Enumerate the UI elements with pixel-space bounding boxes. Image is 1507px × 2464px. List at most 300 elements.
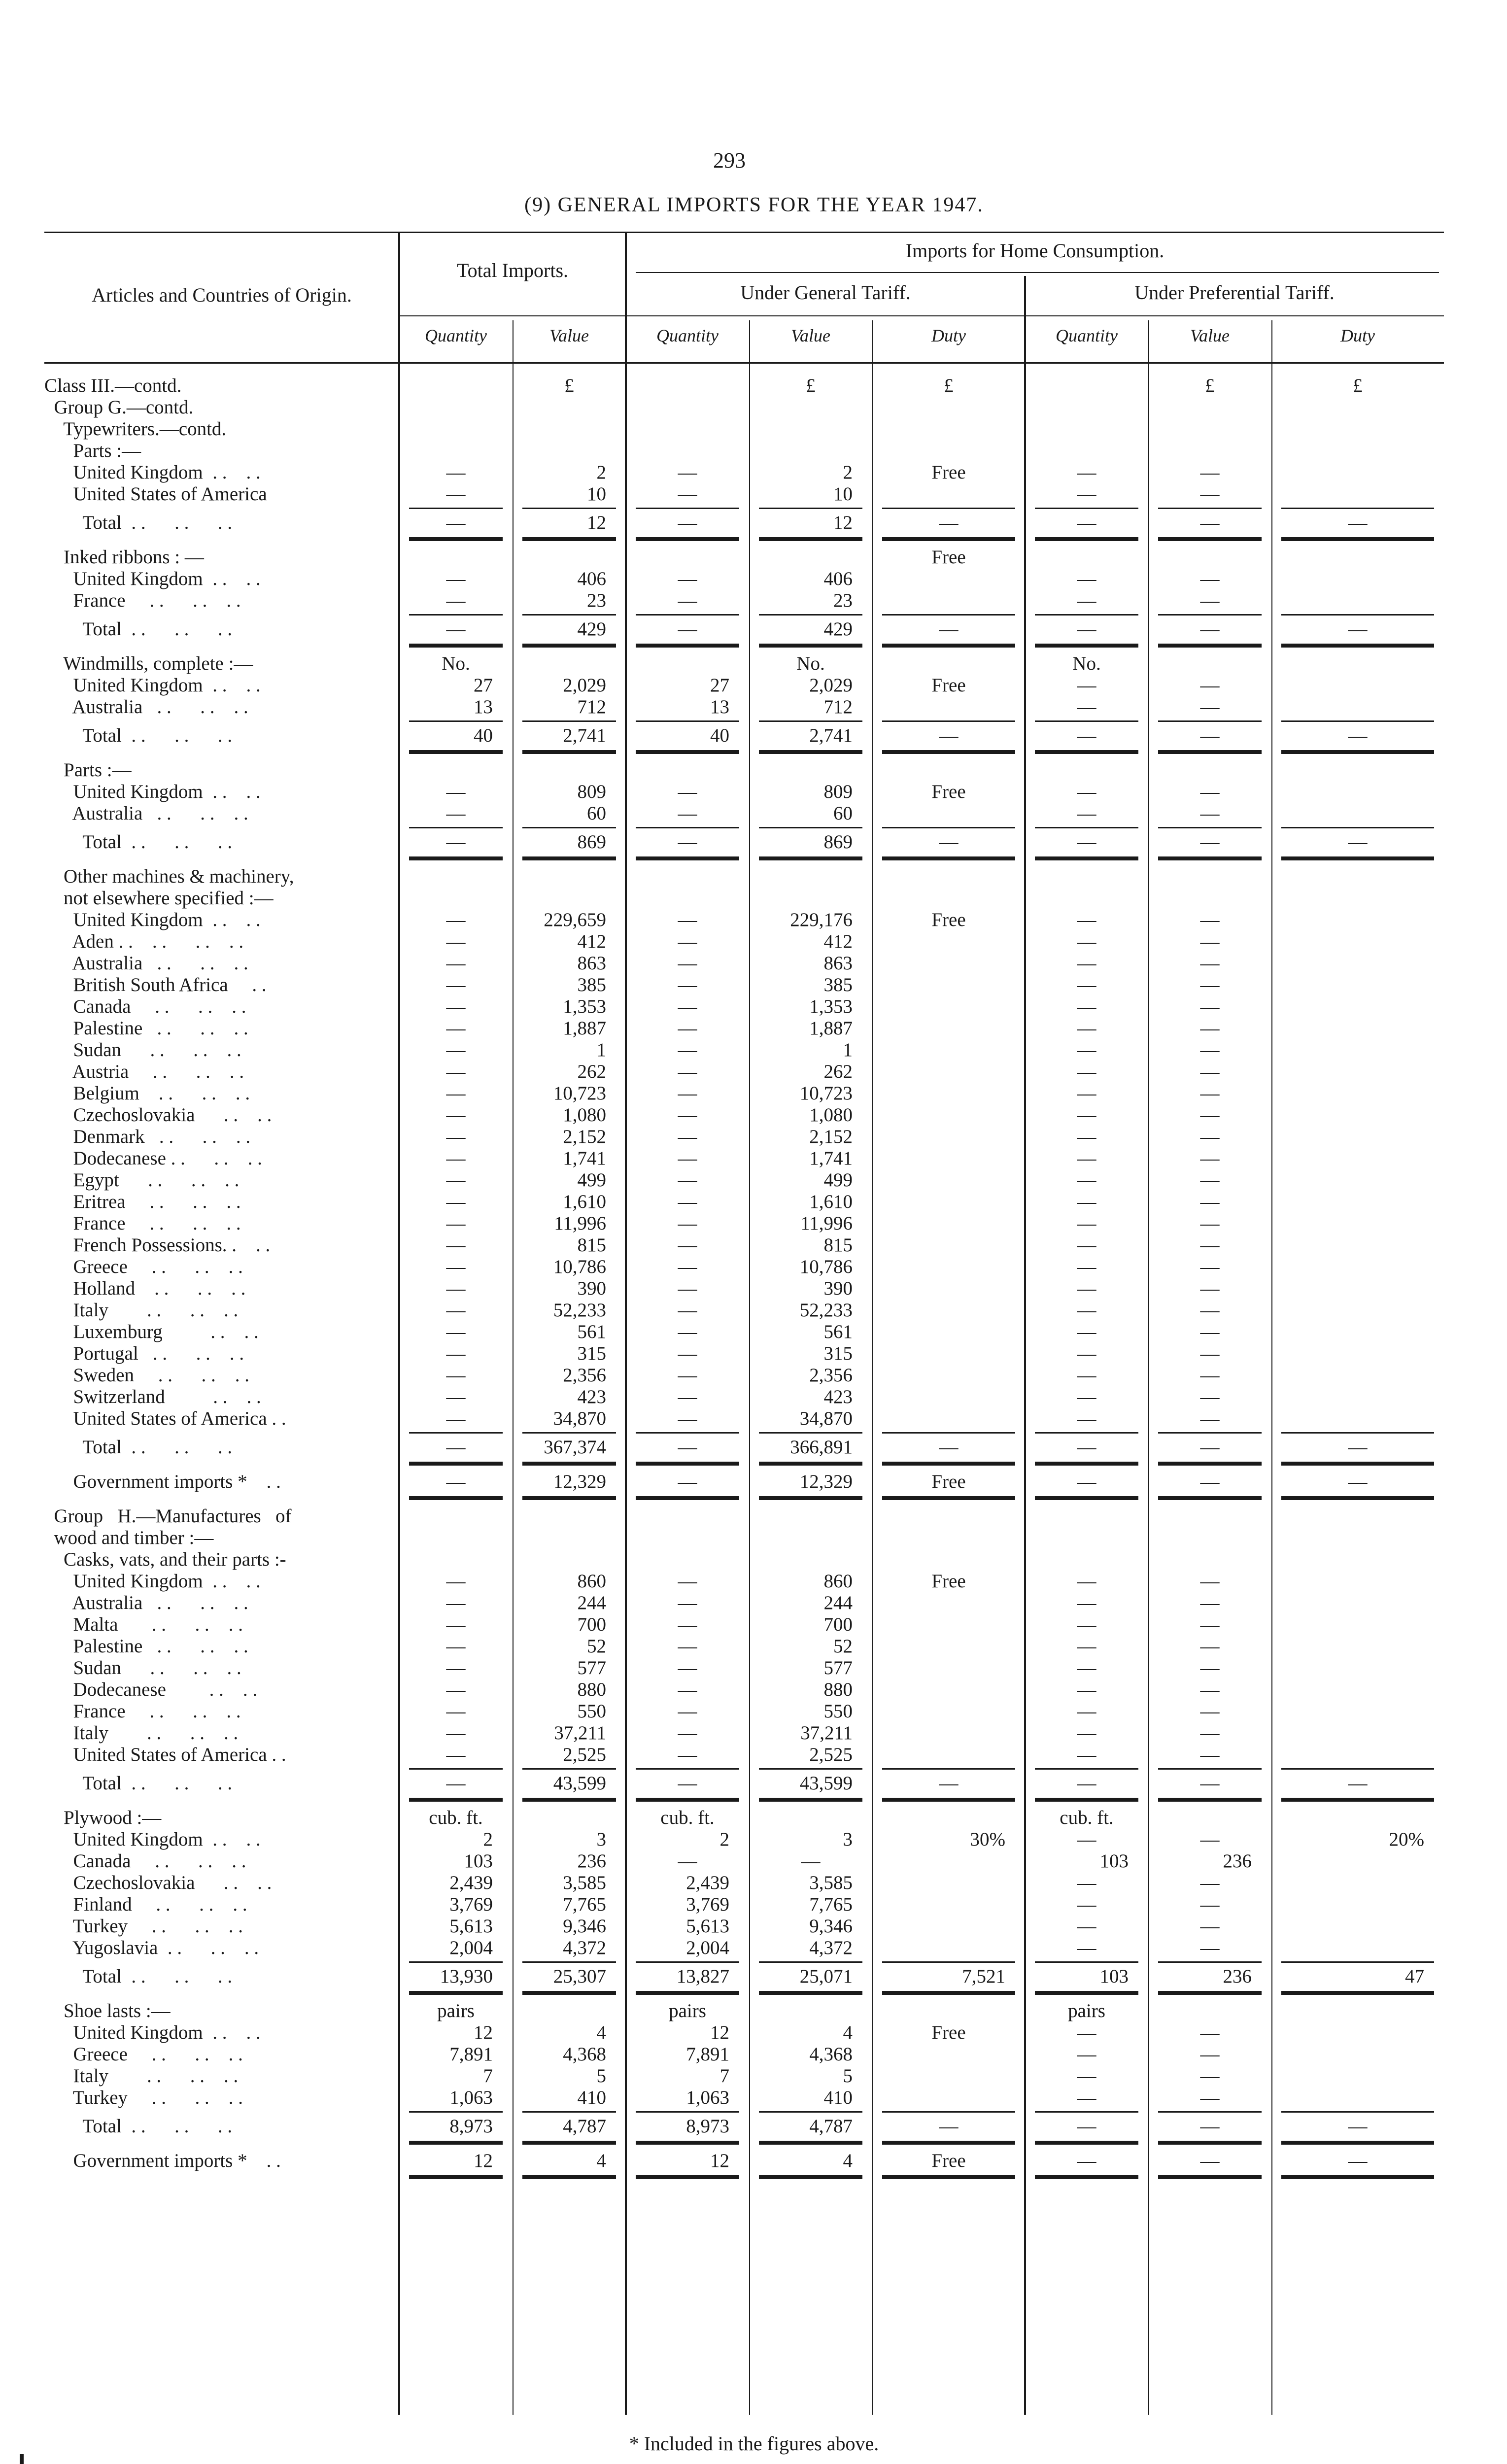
cell-col-4: 262 xyxy=(823,1061,853,1082)
subtotal-rule xyxy=(882,1961,1015,1963)
cell-col-2: 499 xyxy=(577,1169,606,1191)
cell-col-3: pairs xyxy=(669,2000,706,2021)
row-label: Aden . . . . . . . . xyxy=(44,931,244,952)
subtotal-rule xyxy=(1158,1961,1262,1963)
subtotal-rule xyxy=(636,508,739,509)
table-row xyxy=(44,2021,1444,2044)
table-row xyxy=(44,1299,1444,1322)
cell-col-1: 2 xyxy=(483,1829,493,1850)
cell-col-7: — xyxy=(1200,1592,1220,1613)
cell-col-1: — xyxy=(446,803,466,824)
row-label: Sudan . . . . . . xyxy=(44,1657,241,1678)
cell-col-7: — xyxy=(1200,1213,1220,1234)
cell-col-2: 3,585 xyxy=(563,1872,606,1893)
cell-col-1: — xyxy=(446,1321,466,1342)
cell-col-7: — xyxy=(1200,1061,1220,1082)
cell-col-2: £ xyxy=(564,375,574,396)
cell-col-1: — xyxy=(446,590,466,611)
cell-col-3: — xyxy=(678,1039,697,1061)
cell-col-6: — xyxy=(1077,831,1096,853)
cell-col-3: 3,769 xyxy=(686,1894,729,1915)
cell-col-7: — xyxy=(1200,1104,1220,1126)
cell-col-5: 30% xyxy=(970,1829,1005,1850)
total-double-rule xyxy=(1281,1991,1434,1995)
cell-col-3: — xyxy=(678,1722,697,1744)
cell-col-2: 550 xyxy=(577,1701,606,1722)
cell-col-6: — xyxy=(1077,618,1096,640)
cell-col-6: — xyxy=(1077,1061,1096,1082)
cell-col-7: — xyxy=(1200,1365,1220,1386)
cell-col-6: — xyxy=(1077,512,1096,533)
cell-col-3: — xyxy=(678,1437,697,1458)
cell-col-7: — xyxy=(1200,909,1220,930)
cell-col-1: — xyxy=(446,1701,466,1722)
cell-col-2: 4 xyxy=(596,2150,606,2171)
cell-col-6: — xyxy=(1077,1894,1096,1915)
cell-col-4: 9,346 xyxy=(809,1916,853,1937)
cell-col-6: — xyxy=(1077,2022,1096,2043)
cell-col-6: — xyxy=(1077,1916,1096,1937)
cell-col-1: — xyxy=(446,1104,466,1126)
cell-col-1: — xyxy=(446,909,466,930)
cell-col-2: 25,307 xyxy=(553,1966,606,1987)
cell-col-7: — xyxy=(1200,1126,1220,1147)
cell-col-7: — xyxy=(1200,2022,1220,2043)
cell-col-4: No. xyxy=(796,653,825,674)
cell-col-5: Free xyxy=(931,1471,966,1492)
total-double-rule xyxy=(409,2141,503,2145)
table-row xyxy=(44,546,1444,569)
cell-col-2: 863 xyxy=(577,953,606,974)
cell-col-1: — xyxy=(446,1773,466,1794)
row-label: France . . . . . . xyxy=(44,1701,241,1722)
cell-col-6: — xyxy=(1077,931,1096,952)
table-row xyxy=(44,696,1444,719)
total-double-rule xyxy=(1035,1798,1138,1802)
total-double-rule xyxy=(759,2175,862,2179)
subtotal-rule xyxy=(1035,1432,1138,1434)
cell-col-4: 1,353 xyxy=(809,996,853,1017)
subtotal-rule xyxy=(1158,508,1262,509)
cell-col-6: — xyxy=(1077,590,1096,611)
subtotal-rule xyxy=(409,1768,503,1770)
total-double-rule xyxy=(882,1991,1015,1995)
cell-col-3: — xyxy=(678,1614,697,1635)
cell-col-4: 12,329 xyxy=(799,1471,853,1492)
cell-col-8: — xyxy=(1348,618,1368,640)
cell-col-3: — xyxy=(678,1850,697,1872)
row-label: Luxemburg . . . . xyxy=(44,1321,259,1342)
header-general-tariff: Under General Tariff. xyxy=(740,281,911,304)
cell-col-3: 13,827 xyxy=(676,1966,729,1987)
total-double-rule xyxy=(882,1798,1015,1802)
cell-col-5: Free xyxy=(931,909,966,930)
cell-col-7: 236 xyxy=(1223,1850,1252,1872)
table-row xyxy=(44,1342,1444,1365)
row-label: Australia . . . . . . xyxy=(44,1592,248,1613)
cell-col-7: — xyxy=(1200,1408,1220,1429)
cell-col-6: — xyxy=(1077,1039,1096,1061)
cell-col-6: — xyxy=(1077,974,1096,995)
cell-col-8: 20% xyxy=(1389,1829,1424,1850)
cell-col-4: 4,787 xyxy=(809,2116,853,2137)
cell-col-6: pairs xyxy=(1068,2000,1105,2021)
total-double-rule xyxy=(409,537,503,541)
cell-col-3: — xyxy=(678,462,697,483)
cell-col-1: — xyxy=(446,1679,466,1700)
table-row xyxy=(44,930,1444,953)
cell-col-6: — xyxy=(1077,1937,1096,1958)
row-label: Total . . . . . . xyxy=(44,831,233,853)
cell-col-5: Free xyxy=(931,1571,966,1592)
cell-col-4: 550 xyxy=(823,1701,853,1722)
row-label: Turkey . . . . . . xyxy=(44,2087,243,2108)
cell-col-4: 60 xyxy=(833,803,853,824)
cell-col-2: 10,786 xyxy=(553,1256,606,1277)
row-label: Yugoslavia . . . . . . xyxy=(44,1937,259,1958)
total-double-rule xyxy=(1281,1462,1434,1466)
table-row xyxy=(44,418,1444,441)
cell-col-4: 2,356 xyxy=(809,1365,853,1386)
table-row xyxy=(44,1234,1444,1257)
cell-col-6: — xyxy=(1077,1365,1096,1386)
cell-col-3: — xyxy=(678,931,697,952)
subtotal-rule xyxy=(1035,720,1138,722)
subtotal-rule xyxy=(1035,614,1138,616)
cell-col-2: 2,356 xyxy=(563,1365,606,1386)
cell-col-2: 561 xyxy=(577,1321,606,1342)
cell-col-4: 43,599 xyxy=(799,1773,853,1794)
row-label: Total . . . . . . xyxy=(44,618,233,640)
cell-col-2: 1 xyxy=(596,1039,606,1061)
cell-col-2: 700 xyxy=(577,1614,606,1635)
subtotal-rule xyxy=(1281,1432,1434,1434)
cell-col-4: 869 xyxy=(823,831,853,853)
cell-col-5: Free xyxy=(931,547,966,568)
row-label: Italy . . . . . . xyxy=(44,1722,239,1744)
total-double-rule xyxy=(882,2141,1015,2145)
total-double-rule xyxy=(636,1991,739,1995)
row-label: Sweden . . . . . . xyxy=(44,1365,249,1386)
total-double-rule xyxy=(759,1798,862,1802)
row-label: Sudan . . . . . . xyxy=(44,1039,241,1061)
subtotal-rule xyxy=(636,1961,739,1963)
subtotal-rule xyxy=(1158,827,1262,828)
table-row xyxy=(44,1722,1444,1745)
table-row xyxy=(44,802,1444,825)
cell-col-1: — xyxy=(446,1191,466,1212)
table-row xyxy=(44,1893,1444,1916)
row-label: France . . . . . . xyxy=(44,590,241,611)
cell-col-7: — xyxy=(1200,2044,1220,2065)
cell-col-4: 1 xyxy=(843,1039,853,1061)
cell-col-4: 561 xyxy=(823,1321,853,1342)
total-double-rule xyxy=(1158,1496,1262,1500)
row-label: United Kingdom . . . . xyxy=(44,2022,261,2043)
subtotal-rule xyxy=(522,614,616,616)
row-label: Total . . . . . . xyxy=(44,1966,233,1987)
cell-col-4: 577 xyxy=(823,1657,853,1678)
cell-col-5: — xyxy=(939,1773,959,1794)
cell-col-1: — xyxy=(446,781,466,802)
total-double-rule xyxy=(1158,644,1262,648)
cell-col-5: — xyxy=(939,2116,959,2137)
table-row xyxy=(44,1471,1444,1493)
subtotal-rule xyxy=(409,508,503,509)
row-label: Malta . . . . . . xyxy=(44,1614,243,1635)
subtotal-rule xyxy=(1035,827,1138,828)
cell-col-3: — xyxy=(678,1169,697,1191)
cell-col-6: — xyxy=(1077,1636,1096,1657)
cell-col-7: — xyxy=(1200,1234,1220,1256)
table-row xyxy=(44,1386,1444,1408)
cell-col-3: 2 xyxy=(719,1829,729,1850)
subtotal-rule xyxy=(409,720,503,722)
cell-col-5: — xyxy=(939,1437,959,1458)
cell-col-6: — xyxy=(1077,1829,1096,1850)
subtotal-rule xyxy=(1281,508,1434,509)
sub-quantity-2: Quantity xyxy=(656,326,719,345)
table-row xyxy=(44,461,1444,484)
cell-col-2: 2,029 xyxy=(563,675,606,696)
cell-col-6: — xyxy=(1077,2044,1096,2065)
cell-col-1: 2,439 xyxy=(449,1872,493,1893)
total-double-rule xyxy=(1035,856,1138,860)
cell-col-1: 7,891 xyxy=(449,2044,493,2065)
subtotal-rule xyxy=(882,508,1015,509)
cell-col-4: 4 xyxy=(843,2150,853,2171)
cell-col-3: 1,063 xyxy=(686,2087,729,2108)
cell-col-4: 3 xyxy=(843,1829,853,1850)
cell-col-1: 3,769 xyxy=(449,1894,493,1915)
cell-col-8: — xyxy=(1348,2116,1368,2137)
table-row xyxy=(44,1872,1444,1894)
cell-col-4: 1,741 xyxy=(809,1148,853,1169)
cell-col-6: — xyxy=(1077,2065,1096,2087)
sub-quantity-1: Quantity xyxy=(425,326,487,345)
cell-col-7: — xyxy=(1200,1636,1220,1657)
cell-col-1: 7 xyxy=(483,2065,493,2087)
total-double-rule xyxy=(1158,2175,1262,2179)
total-double-rule xyxy=(759,1462,862,1466)
row-label: Other machines & machinery, xyxy=(44,866,294,887)
cell-col-4: 5 xyxy=(843,2065,853,2087)
cell-col-3: — xyxy=(678,1744,697,1765)
cell-col-7: — xyxy=(1200,618,1220,640)
total-double-rule xyxy=(522,537,616,541)
cell-col-4: 499 xyxy=(823,1169,853,1191)
subtotal-rule xyxy=(409,827,503,828)
row-label: Austria . . . . . . xyxy=(44,1061,244,1082)
cell-col-6: — xyxy=(1077,953,1096,974)
cell-col-4: 863 xyxy=(823,953,853,974)
cell-col-3: cub. ft. xyxy=(660,1807,715,1828)
sub-duty-2: Duty xyxy=(1340,326,1375,345)
cell-col-2: 7,765 xyxy=(563,1894,606,1915)
cell-col-4: 410 xyxy=(823,2087,853,2108)
cell-col-7: — xyxy=(1200,1148,1220,1169)
cell-col-1: — xyxy=(446,1592,466,1613)
subtotal-rule xyxy=(759,1432,862,1434)
total-double-rule xyxy=(1281,2175,1434,2179)
cell-col-4: 2 xyxy=(843,462,853,483)
table-row xyxy=(44,1772,1444,1795)
footnote: * Included in the figures above. xyxy=(629,2432,879,2455)
row-label: Typewriters.—contd. xyxy=(44,418,227,440)
cell-col-4: 2,741 xyxy=(809,725,853,746)
cell-col-6: — xyxy=(1077,909,1096,930)
table-row xyxy=(44,952,1444,975)
cell-col-4: 10,723 xyxy=(799,1083,853,1104)
table-row xyxy=(44,568,1444,590)
row-label: French Possessions. . . . xyxy=(44,1234,271,1256)
cell-col-4: 52 xyxy=(833,1636,853,1657)
cell-col-4: 2,525 xyxy=(809,1744,853,1765)
cell-col-3: — xyxy=(678,568,697,589)
cell-col-3: — xyxy=(678,1300,697,1321)
row-label: Windmills, complete :— xyxy=(44,653,253,674)
table-row xyxy=(44,618,1444,641)
cell-col-5: Free xyxy=(931,781,966,802)
subtotal-rule xyxy=(1035,1768,1138,1770)
total-double-rule xyxy=(636,1798,739,1802)
cell-col-1: — xyxy=(446,1300,466,1321)
cell-col-7: — xyxy=(1200,696,1220,718)
table-row xyxy=(44,1807,1444,1829)
row-label: United Kingdom . . . . xyxy=(44,909,261,930)
table-row xyxy=(44,652,1444,675)
cell-col-2: 2 xyxy=(596,462,606,483)
cell-col-7: — xyxy=(1200,1872,1220,1893)
cell-col-6: — xyxy=(1077,1408,1096,1429)
cell-col-1: — xyxy=(446,1365,466,1386)
cell-col-2: 4 xyxy=(596,2022,606,2043)
cell-col-8: — xyxy=(1348,2150,1368,2171)
cell-col-3: 7,891 xyxy=(686,2044,729,2065)
table-row xyxy=(44,1147,1444,1170)
total-double-rule xyxy=(1035,1991,1138,1995)
cell-col-4: 700 xyxy=(823,1614,853,1635)
cell-col-5: Free xyxy=(931,675,966,696)
cell-col-7: — xyxy=(1200,996,1220,1017)
subtotal-rule xyxy=(759,1961,862,1963)
cell-col-6: — xyxy=(1077,1571,1096,1592)
total-double-rule xyxy=(1281,750,1434,754)
subtotal-rule xyxy=(1281,1768,1434,1770)
cell-col-7: £ xyxy=(1205,375,1215,396)
row-label: Belgium . . . . . . xyxy=(44,1083,250,1104)
table-row xyxy=(44,1548,1444,1571)
cell-col-1: — xyxy=(446,1437,466,1458)
cell-col-1: — xyxy=(446,1657,466,1678)
cell-col-6: — xyxy=(1077,1018,1096,1039)
total-double-rule xyxy=(759,750,862,754)
cell-col-6: cub. ft. xyxy=(1060,1807,1114,1828)
cell-col-2: 23 xyxy=(587,590,606,611)
cell-col-3: — xyxy=(678,1018,697,1039)
row-label: Denmark . . . . . . xyxy=(44,1126,251,1147)
table-row xyxy=(44,1613,1444,1636)
cell-col-5: £ xyxy=(944,375,954,396)
row-label: Total . . . . . . xyxy=(44,1773,233,1794)
cell-col-7: — xyxy=(1200,590,1220,611)
cell-col-6: — xyxy=(1077,1471,1096,1492)
total-double-rule xyxy=(636,750,739,754)
cell-col-2: 262 xyxy=(577,1061,606,1082)
cell-col-1: — xyxy=(446,1148,466,1169)
table-row xyxy=(44,724,1444,747)
cell-col-4: 244 xyxy=(823,1592,853,1613)
total-double-rule xyxy=(409,750,503,754)
cell-col-3: 12 xyxy=(710,2150,729,2171)
subtotal-rule xyxy=(636,1768,739,1770)
table-row xyxy=(44,589,1444,612)
cell-col-7: — xyxy=(1200,1701,1220,1722)
cell-col-1: 12 xyxy=(474,2150,493,2171)
cell-col-3: — xyxy=(678,974,697,995)
row-label: Holland . . . . . . xyxy=(44,1278,246,1299)
cell-col-3: — xyxy=(678,618,697,640)
row-label: United States of America . . xyxy=(44,1744,286,1765)
cell-col-2: 12,329 xyxy=(553,1471,606,1492)
total-double-rule xyxy=(1035,644,1138,648)
cell-col-1: 13 xyxy=(474,696,493,718)
cell-col-1: 1,063 xyxy=(449,2087,493,2108)
table-row xyxy=(44,1570,1444,1593)
table-row xyxy=(44,759,1444,782)
subtotal-rule xyxy=(1158,1432,1262,1434)
table-row xyxy=(44,1505,1444,1528)
cell-col-3: — xyxy=(678,590,697,611)
subtotal-rule xyxy=(409,1432,503,1434)
cell-col-7: — xyxy=(1200,483,1220,505)
cell-col-8: — xyxy=(1348,725,1368,746)
row-label: United Kingdom . . . . xyxy=(44,781,261,802)
cell-col-7: — xyxy=(1200,568,1220,589)
row-label: Italy . . . . . . xyxy=(44,1300,239,1321)
table-row xyxy=(44,2087,1444,2109)
cell-col-7: — xyxy=(1200,1657,1220,1678)
cell-col-7: — xyxy=(1200,1169,1220,1191)
cell-col-7: — xyxy=(1200,2065,1220,2087)
cell-col-5: — xyxy=(939,618,959,640)
cell-col-1: — xyxy=(446,1278,466,1299)
table-row xyxy=(44,396,1444,419)
cell-col-1: — xyxy=(446,1614,466,1635)
cell-col-1: — xyxy=(446,831,466,853)
subtotal-rule xyxy=(759,508,862,509)
cell-col-1: — xyxy=(446,1018,466,1039)
total-double-rule xyxy=(409,1798,503,1802)
table-row xyxy=(44,1104,1444,1127)
cell-col-3: — xyxy=(678,1104,697,1126)
cell-col-4: 52,233 xyxy=(799,1300,853,1321)
subtotal-rule xyxy=(759,1768,862,1770)
subtotal-rule xyxy=(882,1432,1015,1434)
row-label: Total . . . . . . xyxy=(44,1437,233,1458)
table-row xyxy=(44,831,1444,854)
row-label: United Kingdom . . . . xyxy=(44,675,261,696)
cell-col-1: 40 xyxy=(474,725,493,746)
cell-col-7: — xyxy=(1200,1679,1220,1700)
cell-col-7: — xyxy=(1200,1191,1220,1212)
row-label: Switzerland . . . . xyxy=(44,1386,261,1407)
cell-col-3: — xyxy=(678,1234,697,1256)
subtotal-rule xyxy=(1281,1961,1434,1963)
total-double-rule xyxy=(1035,2141,1138,2145)
row-label: United States of America xyxy=(44,483,267,505)
cell-col-3: 5,613 xyxy=(686,1916,729,1937)
